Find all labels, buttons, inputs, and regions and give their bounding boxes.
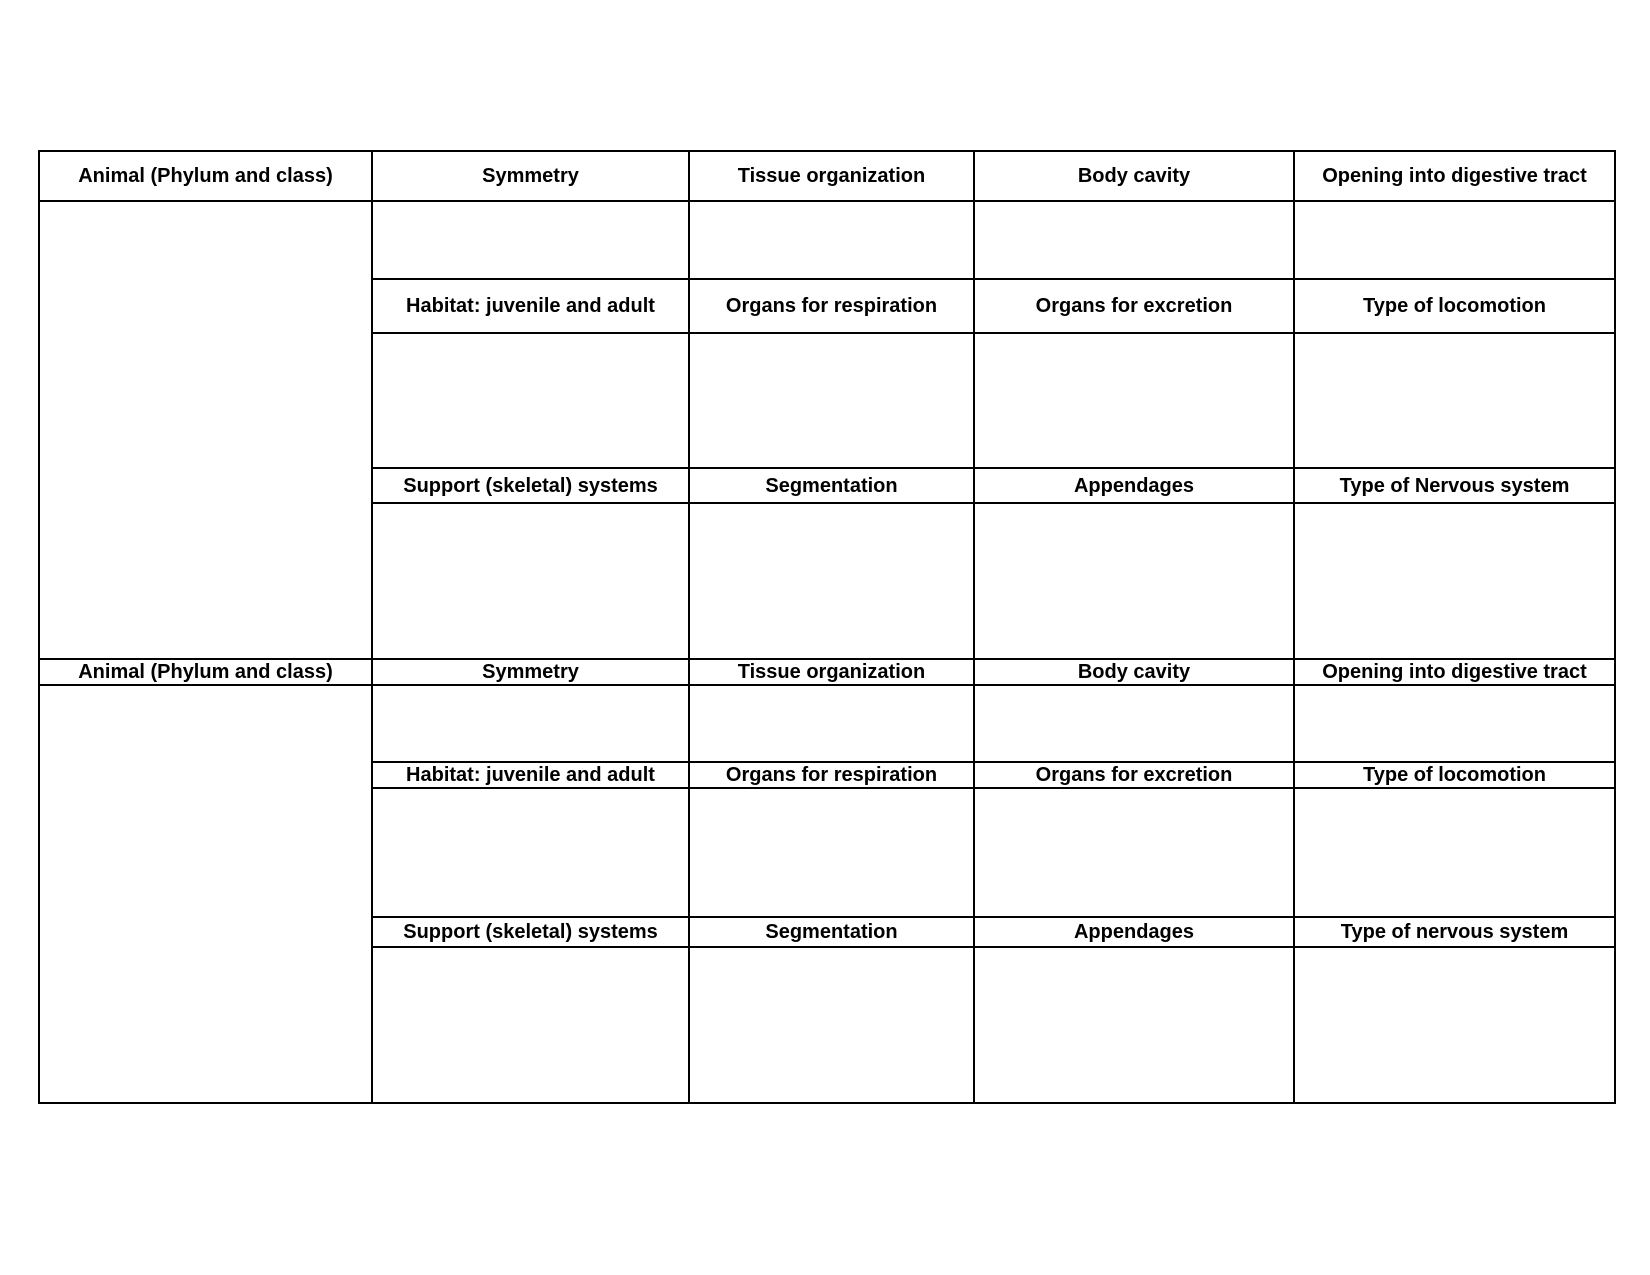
appendages-header: Appendages — [1073, 921, 1195, 943]
table-border-right — [1614, 150, 1616, 1104]
tissue-organization-entry-cell[interactable] — [690, 202, 973, 278]
respiration-organs-entry-cell[interactable] — [690, 789, 973, 916]
body-cavity-header: Body cavity — [1077, 165, 1191, 187]
table-border-bottom — [38, 1102, 1616, 1104]
nervous-system-header: Type of Nervous system — [1339, 474, 1570, 497]
body-cavity-entry-cell[interactable] — [975, 202, 1293, 278]
digestive-opening-entry-cell[interactable] — [1295, 686, 1614, 761]
locomotion-type-entry-cell[interactable] — [1295, 334, 1614, 467]
nervous-system-entry-cell[interactable] — [1295, 504, 1614, 658]
animal-header: Animal (Phylum and class) — [78, 661, 333, 683]
tissue-organization-entry-cell[interactable] — [690, 686, 973, 761]
segmentation-header: Segmentation — [765, 474, 898, 497]
segmentation-header: Segmentation — [765, 921, 898, 943]
tissue-organization-header: Tissue organization — [737, 661, 926, 683]
segmentation-entry-cell[interactable] — [690, 504, 973, 658]
appendages-header: Appendages — [1073, 474, 1195, 497]
excretion-organs-header: Organs for excretion — [1035, 295, 1233, 317]
animal-entry-cell[interactable] — [40, 202, 371, 658]
habitat-header: Habitat: juvenile and adult — [406, 764, 655, 786]
nervous-system-header: Type of nervous system — [1340, 921, 1569, 943]
digestive-opening-entry-cell[interactable] — [1295, 202, 1614, 278]
digestive-opening-header: Opening into digestive tract — [1322, 165, 1587, 187]
habitat-entry-cell[interactable] — [373, 789, 688, 916]
tissue-organization-header: Tissue organization — [737, 165, 926, 187]
locomotion-type-header: Type of locomotion — [1363, 764, 1546, 786]
symmetry-entry-cell[interactable] — [373, 202, 688, 278]
symmetry-header: Symmetry — [482, 661, 579, 683]
appendages-entry-cell[interactable] — [975, 504, 1293, 658]
nervous-system-entry-cell[interactable] — [1295, 948, 1614, 1102]
support-systems-header: Support (skeletal) systems — [403, 474, 658, 497]
respiration-organs-header: Organs for respiration — [725, 295, 938, 317]
excretion-organs-entry-cell[interactable] — [975, 789, 1293, 916]
support-systems-entry-cell[interactable] — [373, 504, 688, 658]
animal-entry-cell[interactable] — [40, 686, 371, 1102]
support-systems-header: Support (skeletal) systems — [403, 921, 658, 943]
locomotion-type-entry-cell[interactable] — [1295, 789, 1614, 916]
locomotion-type-header: Type of locomotion — [1363, 295, 1546, 317]
symmetry-header: Symmetry — [482, 165, 579, 187]
body-cavity-header: Body cavity — [1077, 661, 1191, 683]
habitat-entry-cell[interactable] — [373, 334, 688, 467]
excretion-organs-entry-cell[interactable] — [975, 334, 1293, 467]
symmetry-entry-cell[interactable] — [373, 686, 688, 761]
animal-header: Animal (Phylum and class) — [78, 165, 333, 187]
appendages-entry-cell[interactable] — [975, 948, 1293, 1102]
excretion-organs-header: Organs for excretion — [1035, 764, 1233, 786]
segmentation-entry-cell[interactable] — [690, 948, 973, 1102]
respiration-organs-header: Organs for respiration — [725, 764, 938, 786]
support-systems-entry-cell[interactable] — [373, 948, 688, 1102]
digestive-opening-header: Opening into digestive tract — [1322, 661, 1587, 683]
respiration-organs-entry-cell[interactable] — [690, 334, 973, 467]
habitat-header: Habitat: juvenile and adult — [406, 295, 655, 317]
body-cavity-entry-cell[interactable] — [975, 686, 1293, 761]
